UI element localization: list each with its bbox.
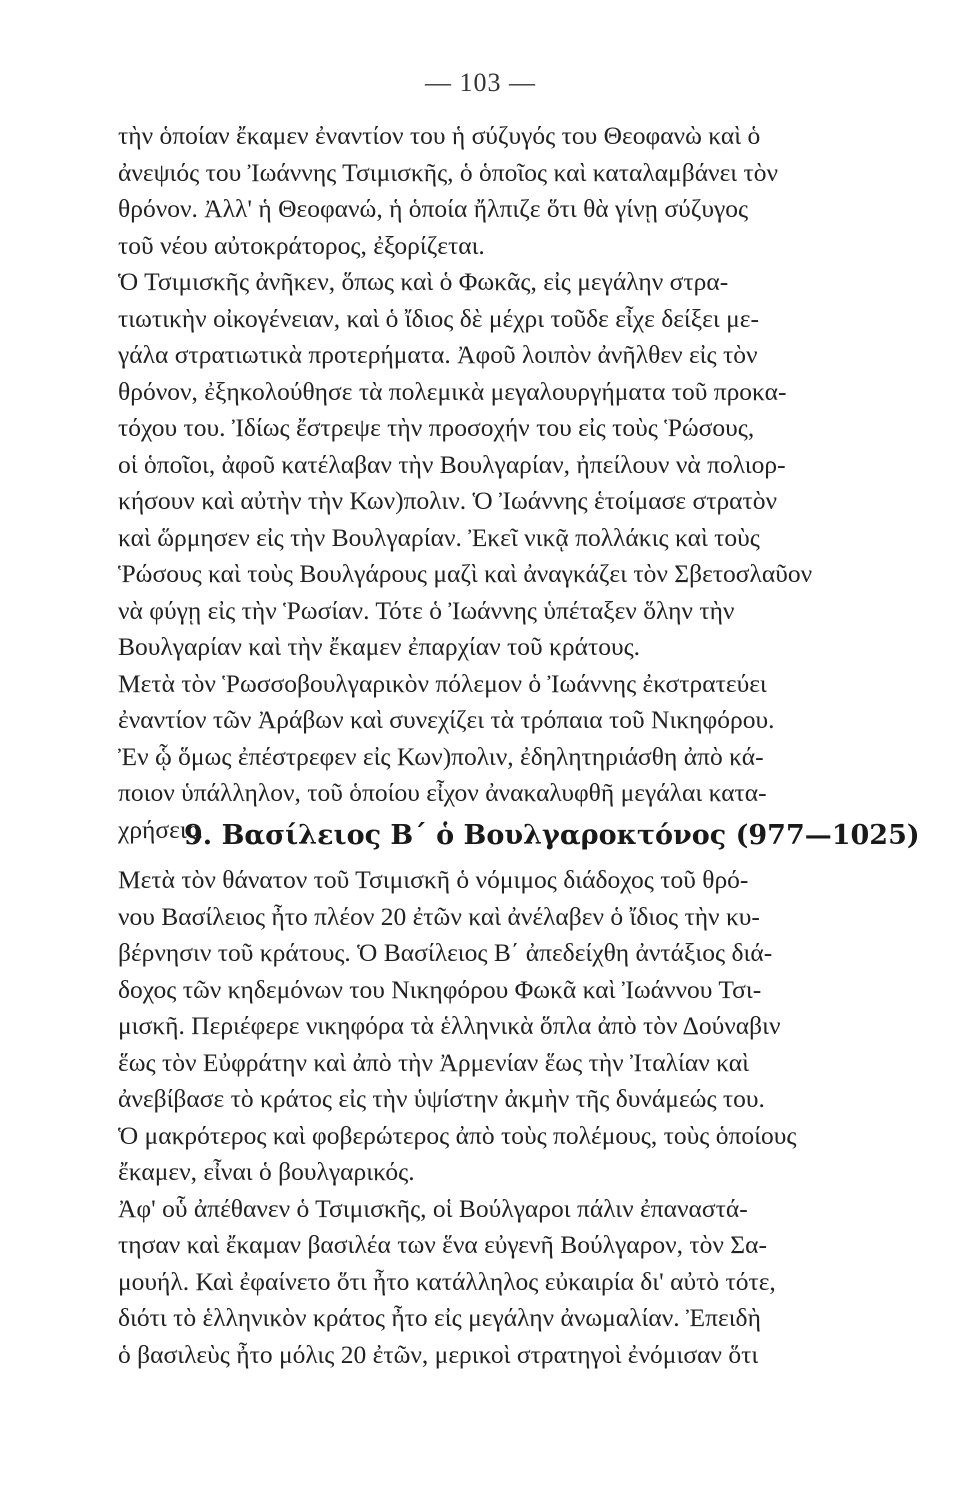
text-line: ἐναντίον τῶν Ἀράβων καὶ συνεχίζει τὰ τρόπαια τοῦ Νικηφόρου. [118, 705, 775, 734]
text-line: τὴν ὁποίαν ἔκαμεν ἐναντίον του ἡ σύζυγός του Θεοφανὼ καὶ ὁ [118, 121, 761, 150]
text-line: καὶ ὥρμησεν εἰς τὴν Βουλγαρίαν. Ἐκεῖ νικᾷ πολλάκις καὶ τοὺς [118, 522, 760, 552]
text-line: Ὁ Τσιμισκῆς ἀνῆκεν, ὅπως καὶ ὁ Φωκᾶς, εἰς μεγάλην στρα- [118, 267, 729, 296]
text-line: μουήλ. Καὶ ἐφαίνετο ὅτι ἦτο κατάλληλος εὐκαιρία δι' αὐτὸ τότε, [118, 1266, 776, 1296]
text-line: δοχος τῶν κηδεμόνων του Νικηφόρου Φωκᾶ καὶ Ἰωάννου Τσι- [118, 974, 762, 1004]
text-line: θρόνον. Ἀλλ' ἡ Θεοφανώ, ἡ ὁποία ἤλπιζε ὅτι θὰ γίνῃ σύζυγος [118, 194, 749, 223]
text-line: Ὁ μακρότερος καὶ φοβερώτερος ἀπὸ τοὺς πολέμους, τοὺς ὁποίους [118, 1120, 797, 1150]
text-line: θρόνον, ἐξηκολούθησε τὰ πολεμικὰ μεγαλουργήματα τοῦ προκα- [118, 376, 787, 406]
text-line: βέρνησιν τοῦ κράτους. Ὁ Βασίλειος Β΄ ἀπεδείχθη ἀντάξιος διά- [118, 938, 773, 967]
text-line: νὰ φύγῃ εἰς τὴν Ῥωσίαν. Τότε ὁ Ἰωάννης ὑπέταξεν ὅλην τὴν [118, 595, 735, 625]
text-line: ποιον ὑπάλληλον, τοῦ ὁποίου εἶχον ἀνακαλυφθῆ μεγάλαι κατα- [118, 778, 767, 807]
text-line: ἀνεψιός του Ἰωάννης Τσιμισκῆς, ὁ ὁποῖος καὶ καταλαμβάνει τὸν [118, 157, 779, 187]
text-line: Μετὰ τὸν θάνατον τοῦ Τσιμισκῆ ὁ νόμιμος διάδοχος τοῦ θρό- [118, 865, 749, 894]
text-line: ὁ βασιλεὺς ἦτο μόλις 20 ἐτῶν, μερικοὶ στρατηγοὶ ἐνόμισαν ὅτι [118, 1339, 759, 1369]
text-block-top [118, 118, 820, 848]
text-line: Ῥώσους καὶ τοὺς Βουλγάρους μαζὶ καὶ ἀναγκάζει τὸν Σβετοσλαῦον [118, 559, 813, 588]
text-line: οἱ ὁποῖοι, ἀφοῦ κατέλαβαν τὴν Βουλγαρίαν, ἠπείλουν νὰ πολιορ- [118, 449, 786, 479]
text-line: μισκῆ. Περιέφερε νικηφόρα τὰ ἑλληνικὰ ὅπλα ἀπὸ τὸν Δούναβιν [118, 1011, 781, 1040]
text-line: τιωτικὴν οἰκογένειαν, καὶ ὁ ἴδιος δὲ μέχρι τοῦδε εἶχε δείξει με- [118, 303, 759, 333]
text-line: νου Βασίλειος ἦτο πλέον 20 ἐτῶν καὶ ἀνέλαβεν ὁ ἴδιος τὴν κυ- [118, 901, 760, 931]
text-line: διότι τὸ ἑλληνικὸν κράτος ἦτο εἰς μεγάλην ἀνωμαλίαν. Ἐπειδὴ [118, 1303, 761, 1332]
section-heading: 9. Βασίλειος Β΄ ὁ Βουλγαροκτόνος (977—1025) [184, 820, 920, 851]
page-number: — 103 — [425, 68, 536, 97]
text-line: τόχου του. Ἰδίως ἔστρεψε τὴν προσοχήν του εἰς τοὺς Ῥώσους, [118, 413, 755, 442]
text-line: Βουλγαρίαν καὶ τὴν ἔκαμεν ἐπαρχίαν τοῦ κράτους. [118, 632, 641, 661]
text-line: Ἐν ᾧ ὅμως ἐπέστρεφεν εἰς Κων)πολιν, ἐδηλητηριάσθη ἀπὸ κά- [118, 741, 764, 771]
text-line: ἕως τὸν Εὐφράτην καὶ ἀπὸ τὴν Ἀρμενίαν ἕως τὴν Ἰταλίαν καὶ [118, 1047, 749, 1077]
text-line: κήσουν καὶ αὐτὴν τὴν Κων)πολιν. Ὁ Ἰωάννης ἑτοίμασε στρατὸν [118, 486, 778, 515]
text-line: ἔκαμεν, εἶναι ὁ βουλγαρικός. [118, 1157, 415, 1186]
text-line: τησαν καὶ ἔκαμαν βασιλέα των ἕνα εὐγενῆ Βούλγαρον, τὸν Σα- [118, 1230, 767, 1259]
text-line: Ἀφ' οὗ ἀπέθανεν ὁ Τσιμισκῆς, οἱ Βούλγαροι πάλιν ἐπαναστά- [118, 1193, 748, 1223]
text-line: γάλα στρατιωτικὰ προτερήματα. Ἀφοῦ λοιπὸν ἀνῆλθεν εἰς τὸν [118, 340, 758, 369]
text-line: χρήσεις. [118, 814, 204, 844]
text-line: Μετὰ τὸν Ῥωσσοβουλγαρικὸν πόλεμον ὁ Ἰωάννης ἐκστρατεύει [118, 668, 767, 698]
text-block-bottom [118, 862, 820, 1373]
text-line: ἀνεβίβασε τὸ κράτος εἰς τὴν ὑψίστην ἀκμὴν τῆς δυνάμεώς του. [118, 1084, 765, 1113]
text-line: τοῦ νέου αὐτοκράτορος, ἐξορίζεται. [118, 230, 485, 260]
